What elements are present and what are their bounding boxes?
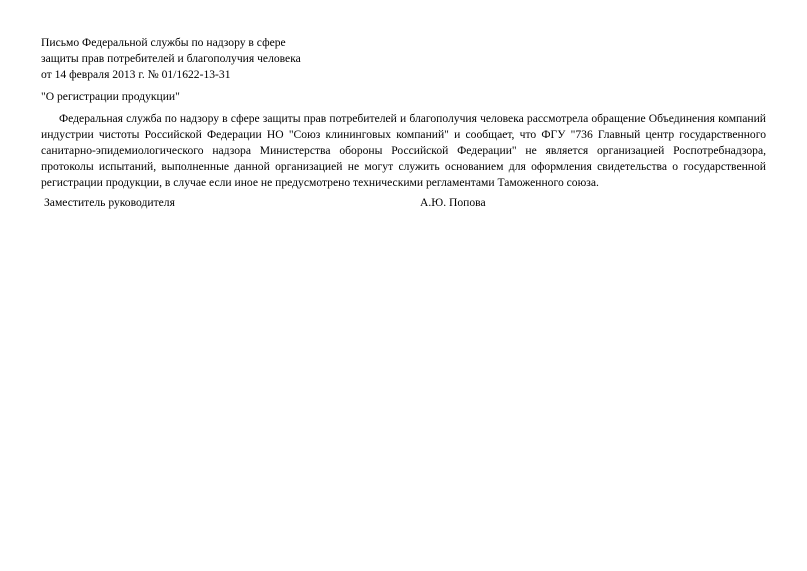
header-line-1: Письмо Федеральной службы по надзору в сфере bbox=[41, 36, 286, 49]
document-header bbox=[41, 35, 401, 83]
header-line-2: защиты прав потребителей и благополучия человека bbox=[41, 52, 301, 65]
signature-block bbox=[44, 195, 744, 211]
signature-name: А.Ю. Попова bbox=[420, 196, 486, 209]
document-subject: "О регистрации продукции" bbox=[41, 90, 180, 103]
header-line-3: от 14 февраля 2013 г. № 01/1622-13-31 bbox=[41, 68, 231, 81]
document-body: Федеральная служба по надзору в сфере защиты прав потребителей и благополучия человека рассмотрела обращение Объединения компаний индустрии чистоты Российской Федерации НО "Союз клининговых компаний" и сообщает, что ФГУ "736 Главный центр государственного санитарно-эпидемиологического надзора Министерства обороны Российской Федерации" не является организацией Роспотребнадзора, протоколы испытаний, выполненные данной организацией не могут служить основанием для оформления свидетельства о государственной регистрации продукции, в случае если иное не предусмотрено техническими регламентами Таможенного союза. bbox=[41, 112, 766, 189]
signature-position: Заместитель руководителя bbox=[44, 196, 175, 209]
